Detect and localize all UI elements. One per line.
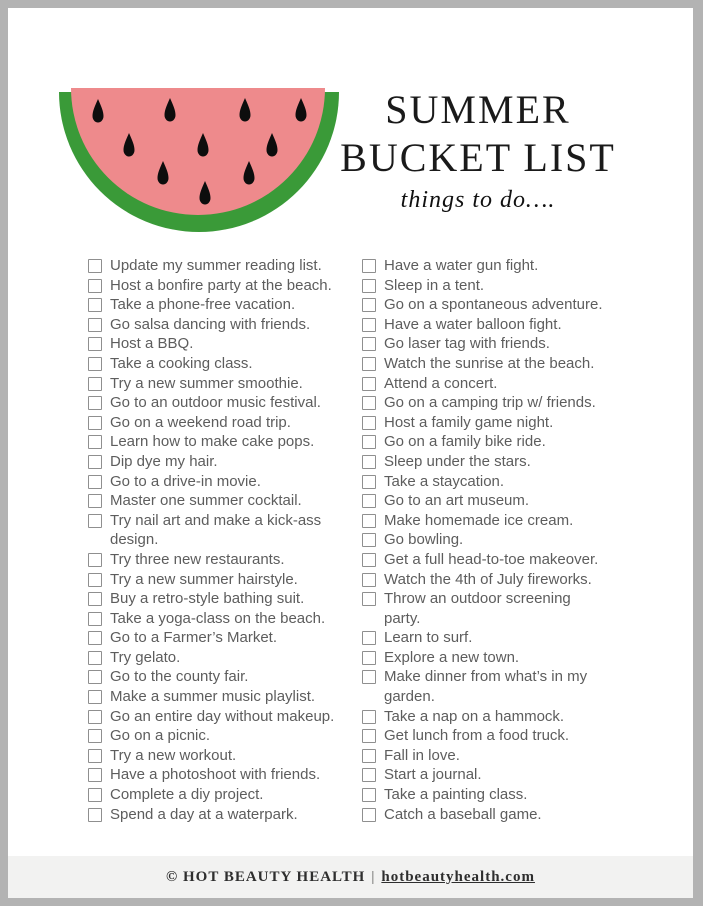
item-label: Go salsa dancing with friends. (110, 315, 311, 333)
checkbox[interactable] (88, 357, 102, 371)
checkbox[interactable] (88, 377, 102, 391)
checkbox[interactable] (362, 749, 376, 763)
checkbox[interactable] (362, 475, 376, 489)
checklist-item (88, 472, 356, 492)
item-label: Try gelato. (110, 648, 181, 666)
item-label: Buy a retro-style bathing suit. (110, 590, 305, 608)
checkbox[interactable] (362, 396, 376, 410)
checkbox[interactable] (88, 651, 102, 665)
checkbox[interactable] (362, 592, 376, 606)
checklist-item (88, 354, 356, 374)
checkbox[interactable] (362, 553, 376, 567)
checkbox[interactable] (88, 631, 102, 645)
checkbox[interactable] (362, 377, 376, 391)
checkbox[interactable] (362, 318, 376, 332)
checklist-item (88, 276, 356, 296)
checklist-item (88, 256, 356, 276)
checkbox[interactable] (362, 357, 376, 371)
checklist-item (88, 393, 356, 413)
footer-band (8, 856, 693, 898)
checkbox[interactable] (88, 337, 102, 351)
item-label: Explore a new town. (384, 648, 520, 666)
checklist-item (88, 609, 356, 629)
item-label: Try a new workout. (110, 746, 237, 764)
checklist-item (362, 511, 638, 531)
checkbox[interactable] (88, 298, 102, 312)
item-label: Take a staycation. (384, 472, 505, 490)
item-label: Learn how to make cake pops. (110, 433, 315, 451)
item-label: Update my summer reading list. (110, 257, 322, 274)
checklist-item (362, 628, 638, 648)
checkbox[interactable] (362, 729, 376, 743)
item-label: Go to an outdoor music festival. (110, 394, 321, 412)
checklist-item (362, 726, 638, 746)
item-label: Throw an outdoor screening party. (384, 590, 571, 627)
checklist-item (362, 550, 638, 570)
checklist-item (88, 511, 356, 550)
item-label: Have a water balloon fight. (384, 315, 562, 333)
item-label: Have a water gun fight. (384, 257, 539, 274)
checklist-left-column (88, 256, 356, 824)
checklist-item (362, 452, 638, 472)
checklist-item (88, 374, 356, 394)
item-label: Host a family game night. (384, 413, 554, 431)
checkbox[interactable] (362, 808, 376, 822)
checklist-right-column (362, 256, 638, 824)
checklist-item (362, 256, 638, 276)
checkbox[interactable] (88, 788, 102, 802)
watermelon-slice-icon (54, 82, 344, 234)
checkbox[interactable] (88, 416, 102, 430)
checkbox[interactable] (88, 396, 102, 410)
printable-page (8, 8, 693, 898)
checkbox[interactable] (88, 514, 102, 528)
checkbox[interactable] (88, 435, 102, 449)
checkbox[interactable] (362, 788, 376, 802)
checklist-item (362, 589, 638, 628)
checklist-item (88, 491, 356, 511)
item-label: Make dinner from what’s in my garden. (384, 668, 588, 706)
checklist-item (88, 315, 356, 335)
item-label: Try three new restaurants. (110, 550, 285, 568)
checklist-item (88, 667, 356, 687)
item-label: Get a full head-to-toe makeover. (384, 550, 599, 568)
checklist-item (88, 432, 356, 452)
title-block (330, 86, 626, 215)
item-label: Sleep under the stars. (384, 452, 531, 470)
checkbox[interactable] (362, 710, 376, 724)
checkbox[interactable] (88, 729, 102, 743)
checklist-item (362, 413, 638, 433)
checklist-item (362, 295, 638, 315)
copyright-text: © HOT BEAUTY HEALTH (166, 868, 366, 885)
item-label: Take a painting class. (384, 786, 528, 804)
checkbox[interactable] (362, 298, 376, 312)
checkbox[interactable] (362, 768, 376, 782)
checkbox[interactable] (362, 279, 376, 293)
checkbox[interactable] (88, 553, 102, 567)
checklist-item (88, 452, 356, 472)
checklist-item (362, 648, 638, 668)
item-label: Learn to surf. (384, 629, 473, 647)
checkbox[interactable] (88, 494, 102, 508)
checklist-item (362, 530, 638, 550)
checkbox[interactable] (88, 279, 102, 293)
item-label: Take a nap on a hammock. (384, 707, 565, 725)
item-label: Go to an art museum. (384, 492, 530, 510)
checklist-item (88, 648, 356, 668)
footer-link[interactable]: hotbeautyhealth.com (381, 868, 535, 885)
checkbox[interactable] (88, 573, 102, 587)
checklist-item (88, 589, 356, 609)
checkbox[interactable] (362, 573, 376, 587)
checklist-item (88, 746, 356, 766)
checklist-item (362, 746, 638, 766)
item-label: Go on a weekend road trip. (110, 413, 291, 431)
item-label: Take a cooking class. (110, 354, 253, 372)
checklist-item (88, 726, 356, 746)
item-label: Take a phone-free vacation. (110, 296, 296, 314)
checkbox[interactable] (362, 416, 376, 430)
checklist-item (362, 570, 638, 590)
checkbox[interactable] (88, 710, 102, 724)
item-label: Complete a diy project. (110, 786, 264, 804)
checkbox[interactable] (362, 670, 376, 684)
item-label: Go bowling. (384, 531, 464, 549)
item-label: Try nail art and make a kick-ass design. (110, 511, 322, 549)
checklist-item (362, 667, 638, 706)
checklist-item (362, 276, 638, 296)
checkbox[interactable] (88, 612, 102, 626)
item-label: Go on a camping trip w/ friends. (384, 394, 596, 412)
item-label: Go on a picnic. (110, 727, 211, 745)
item-label: Go laser tag with friends. (384, 335, 550, 353)
checklist-item (362, 472, 638, 492)
item-label: Fall in love. (384, 746, 460, 764)
checklist-item (362, 354, 638, 374)
checkbox[interactable] (362, 337, 376, 351)
checklist-item (88, 570, 356, 590)
page-title-line2: BUCKET LIST (340, 135, 616, 180)
item-label: Take a yoga-class on the beach. (110, 609, 326, 627)
checkbox[interactable] (362, 631, 376, 645)
checkbox[interactable] (362, 435, 376, 449)
item-label: Master one summer cocktail. (110, 492, 302, 510)
checklist-item (362, 334, 638, 354)
checklist-item (362, 765, 638, 785)
item-label: Go on a family bike ride. (384, 433, 546, 451)
item-label: Spend a day at a waterpark. (110, 805, 298, 823)
item-label: Attend a concert. (384, 374, 498, 392)
checkbox[interactable] (88, 670, 102, 684)
checkbox[interactable] (88, 455, 102, 469)
checklist-item (88, 785, 356, 805)
item-label: Make homemade ice cream. (384, 511, 574, 529)
checklist-item (88, 295, 356, 315)
checkbox[interactable] (362, 494, 376, 508)
item-label: Watch the sunrise at the beach. (384, 354, 595, 372)
item-label: Sleep in a tent. (384, 276, 485, 294)
checklist-item (362, 785, 638, 805)
checklist-item (88, 413, 356, 433)
item-label: Get lunch from a food truck. (384, 727, 570, 745)
checklist-item (88, 765, 356, 785)
item-label: Dip dye my hair. (110, 452, 218, 470)
item-label: Host a BBQ. (110, 335, 194, 353)
item-label: Catch a baseball game. (384, 805, 542, 823)
page-title-line1: SUMMER (385, 87, 571, 132)
page-subtitle: things to do…. (400, 187, 556, 213)
checklist-item (362, 374, 638, 394)
checkbox[interactable] (88, 318, 102, 332)
item-label: Make a summer music playlist. (110, 688, 316, 706)
checklist-item (362, 315, 638, 335)
item-label: Go an entire day without makeup. (110, 707, 335, 725)
checkbox[interactable] (88, 690, 102, 704)
item-label: Go on a spontaneous adventure. (384, 296, 603, 314)
checkbox[interactable] (362, 514, 376, 528)
item-label: Go to a Farmer’s Market. (110, 629, 277, 647)
checkbox[interactable] (88, 475, 102, 489)
item-label: Try a new summer smoothie. (110, 374, 303, 392)
footer-text (166, 869, 535, 886)
checklist-item (362, 432, 638, 452)
item-label: Host a bonfire party at the beach. (110, 276, 332, 294)
item-label: Go to the county fair. (110, 668, 249, 686)
checklist-item (88, 550, 356, 570)
checklist-item (362, 393, 638, 413)
footer-separator: | (371, 868, 376, 885)
checklist-item (88, 805, 356, 825)
checkbox[interactable] (362, 651, 376, 665)
checkbox[interactable] (362, 259, 376, 273)
checkbox[interactable] (88, 808, 102, 822)
checklist-item (88, 334, 356, 354)
item-label: Try a new summer hairstyle. (110, 570, 298, 588)
checklist-item (362, 707, 638, 727)
checkbox[interactable] (362, 455, 376, 469)
checklist-item (362, 491, 638, 511)
checklist-item (88, 628, 356, 648)
item-label: Watch the 4th of July fireworks. (384, 570, 592, 588)
checkbox[interactable] (88, 749, 102, 763)
checkbox[interactable] (88, 768, 102, 782)
item-label: Start a journal. (384, 766, 482, 784)
item-label: Have a photoshoot with friends. (110, 766, 321, 784)
checklist-item (88, 687, 356, 707)
checklist-item (88, 707, 356, 727)
checkbox[interactable] (362, 533, 376, 547)
checkbox[interactable] (88, 259, 102, 273)
item-label: Go to a drive-in movie. (110, 472, 261, 490)
checklist-item (362, 805, 638, 825)
checkbox[interactable] (88, 592, 102, 606)
